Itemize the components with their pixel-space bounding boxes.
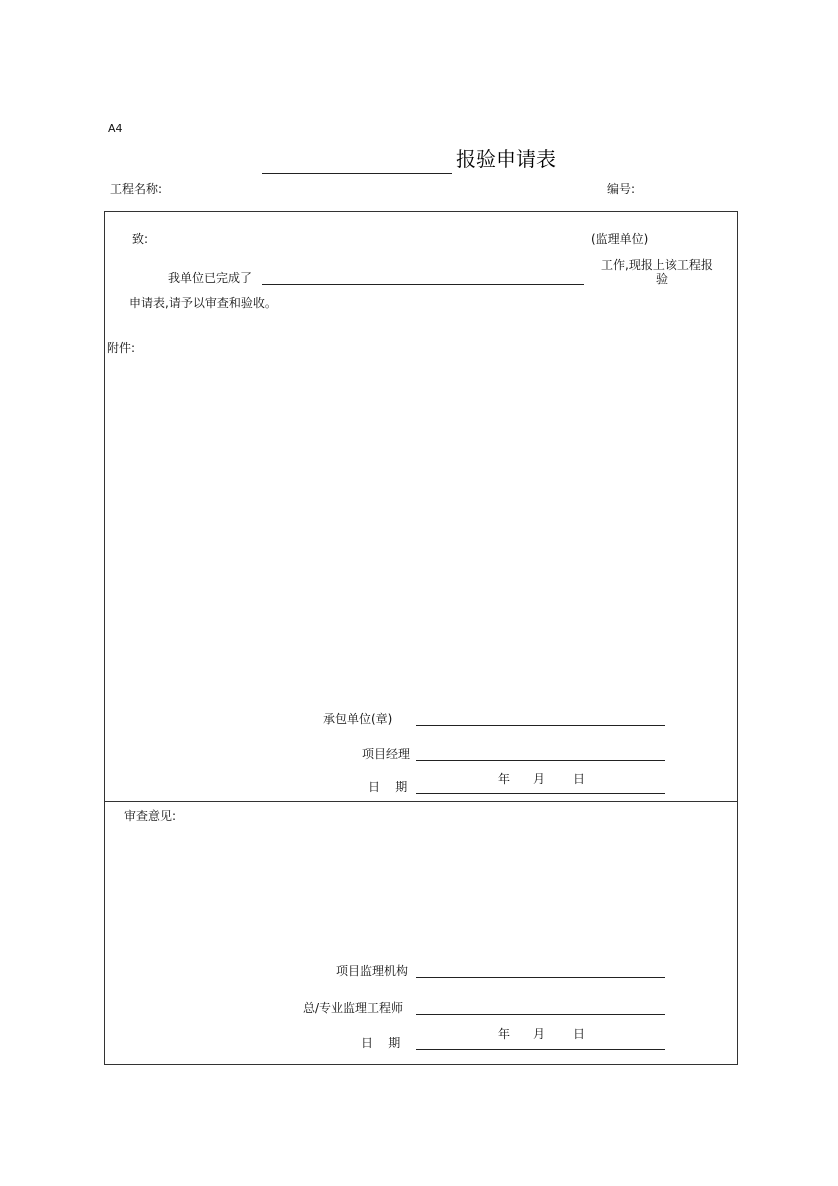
contractor-unit-label: 承包单位(章) bbox=[323, 712, 393, 726]
project-manager-label: 项目经理 bbox=[362, 747, 411, 761]
review-date-label: 日 期 bbox=[361, 1036, 401, 1050]
body-text-start: 我单位已完成了 bbox=[168, 271, 253, 285]
review-date-year: 年 bbox=[498, 1027, 511, 1041]
engineer-label: 总/专业监理工程师 bbox=[303, 1001, 404, 1015]
project-manager-field[interactable] bbox=[416, 760, 665, 761]
section-divider bbox=[104, 801, 738, 802]
contractor-date-year: 年 bbox=[498, 772, 511, 786]
contractor-date-day: 日 bbox=[573, 772, 586, 786]
body-text-middle-wrap: 验 bbox=[656, 272, 669, 286]
engineer-field[interactable] bbox=[416, 1014, 665, 1015]
contractor-unit-field[interactable] bbox=[416, 725, 665, 726]
contractor-date-label: 日 期 bbox=[368, 780, 408, 794]
form-code: A4 bbox=[108, 122, 123, 135]
to-label: 致: bbox=[132, 232, 149, 246]
body-text-middle: 工作,现报上该工程报 bbox=[601, 258, 713, 272]
title-prefix-blank[interactable] bbox=[262, 173, 452, 174]
completed-work-blank[interactable] bbox=[262, 284, 584, 285]
project-name-label: 工程名称: bbox=[110, 182, 163, 196]
supervisor-unit-label: (监理单位) bbox=[591, 232, 649, 246]
number-label: 编号: bbox=[607, 182, 636, 196]
review-date-month: 月 bbox=[533, 1027, 546, 1041]
review-date-day: 日 bbox=[573, 1027, 586, 1041]
attachments-label: 附件: bbox=[107, 341, 136, 355]
review-date-field[interactable] bbox=[416, 1049, 665, 1050]
body-text-end: 申请表,请予以审查和验收。 bbox=[129, 296, 277, 310]
contractor-date-field[interactable] bbox=[416, 793, 665, 794]
supervision-org-label: 项目监理机构 bbox=[336, 964, 409, 978]
form-box bbox=[104, 211, 738, 1065]
supervision-org-field[interactable] bbox=[416, 977, 665, 978]
page-title: 报验申请表 bbox=[456, 147, 556, 171]
contractor-date-month: 月 bbox=[533, 772, 546, 786]
review-opinion-label: 审查意见: bbox=[124, 809, 177, 823]
